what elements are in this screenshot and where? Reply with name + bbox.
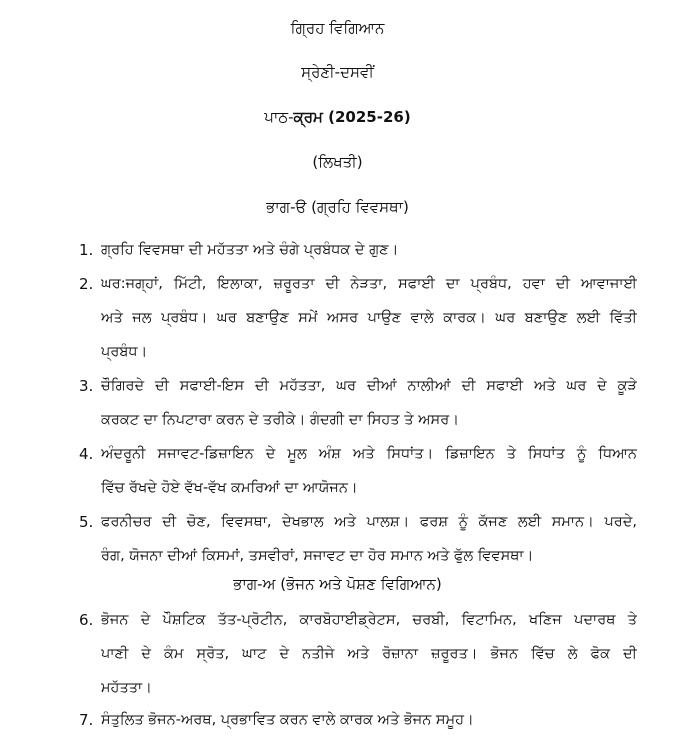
item-number: 5. bbox=[79, 513, 94, 531]
item-text-line: ਅਤੇ ਜਲ ਪ੍ਰਬੰਧ। ਘਰ ਬਣਾਉਣ ਸਮੇਂ ਅਸਰ ਪਾਉਣ ਵਾਲੇ ਕਾਰਕ। ਘਰ ਬਣਾਉਣ ਲਈ ਵਿੱਤੀ bbox=[101, 310, 637, 326]
item-number: 7. bbox=[79, 711, 94, 729]
exam-mode: (ਲਿਖਤੀ) bbox=[312, 153, 363, 171]
item-text-line: ਅੰਦਰੂਨੀ ਸਜਾਵਟ-ਡਿਜ਼ਾਇਨ ਦੇ ਮੂਲ ਅੰਸ਼ ਅਤੇ ਸਿਧਾਂਤ। ਡਿਜ਼ਾਇਨ ਤੇ ਸਿਧਾਂਤ ਨੂੰ ਧਿਆਨ bbox=[101, 446, 637, 462]
item-number: 3. bbox=[79, 377, 94, 395]
subject-title: ਗ੍ਰਿਹ ਵਿਗਿਆਨ bbox=[290, 19, 385, 37]
syllabus-prefix: ਪਾਠ- bbox=[264, 108, 294, 126]
item-text-line: ਕਰਕਟ ਦਾ ਨਿਪਟਾਰਾ ਕਰਨ ਦੇ ਤਰੀਕੇ। ਗੰਦਗੀ ਦਾ ਸਿਹਤ ਤੇ ਅਸਰ। bbox=[101, 412, 459, 428]
item-number: 6. bbox=[79, 611, 94, 629]
item-text-line: ਮਹੱਤਤਾ। bbox=[101, 680, 152, 696]
item-text-line: ਵਿੱਚ ਰੱਖਦੇ ਹੋਏ ਵੱਖ-ਵੱਖ ਕਮਰਿਆਂ ਦਾ ਆਯੋਜਨ। bbox=[101, 480, 358, 496]
class-title: ਸ੍ਰੇਣੀ-ਦਸਵੀਂ bbox=[301, 63, 374, 81]
item-number: 4. bbox=[79, 445, 94, 463]
item-number: 2. bbox=[79, 275, 94, 293]
part-a-title: ਭਾਗ-ੳ (ਗ੍ਰਹਿ ਵਿਵਸਥਾ) bbox=[266, 198, 409, 216]
syllabus-heading bbox=[0, 107, 675, 127]
item-text-line: ਸੰਤੁਲਿਤ ਭੋਜਨ-ਅਰਥ, ਪ੍ਰਭਾਵਿਤ ਕਰਨ ਵਾਲੇ ਕਾਰਕ ਅਤੇ ਭੋਜਨ ਸਮੂਹ। bbox=[101, 712, 474, 728]
item-text-line: ਪਾਣੀ ਦੇ ਕੰਮ ਸ੍ਰੋਤ, ਘਾਟ ਦੇ ਨਤੀਜੇ ਅਤੇ ਰੋਜ਼ਾਨਾ ਜ਼ਰੂਰਤ। ਭੋਜਨ ਵਿੱਚ ਲੇ ਫੋਕ ਦੀ bbox=[101, 646, 637, 662]
item-text-line: ਭੋਜਨ ਦੇ ਪੌਸ਼ਟਿਕ ਤੱਤ-ਪ੍ਰੋਟੀਨ, ਕਾਰਬੋਹਾਈਡ੍ਰੇਟਸ, ਚਰਬੀ, ਵਿਟਾਮਿਨ, ਖਣਿਜ ਪਦਾਰਥ ਤੇ bbox=[101, 612, 637, 628]
item-text-line: ਚੌਗਿਰਦੇ ਦੀ ਸਫਾਈ-ਇਸ ਦੀ ਮਹੱਤਤਾ, ਘਰ ਦੀਆਂ ਨਾਲੀਆਂ ਦੀ ਸਫਾਈ ਅਤੇ ਘਰ ਦੇ ਕੂੜੇ bbox=[101, 378, 637, 394]
syllabus-session: ਕ੍ਰਮ (2025-26) bbox=[293, 108, 411, 126]
item-text-line: ਫਰਨੀਚਰ ਦੀ ਚੋਣ, ਵਿਵਸਥਾ, ਦੇਖਭਾਲ ਅਤੇ ਪਾਲਸ਼। ਫਰਸ਼ ਨੂੰ ਕੱਜਣ ਲਈ ਸਮਾਨ। ਪਰਦੇ, bbox=[101, 514, 637, 530]
item-text-line: ਰੰਗ, ਯੋਜਨਾ ਦੀਆਂ ਕਿਸਮਾਂ, ਤਸਵੀਰਾਂ, ਸਜਾਵਟ ਦਾ ਹੋਰ ਸਮਾਨ ਅਤੇ ਫੁੱਲ ਵਿਵਸਥਾ। bbox=[101, 548, 534, 564]
item-text-line: ਘਰ:ਜਗ੍ਹਾਂ, ਮਿੱਟੀ, ਇਲਾਕਾ, ਜ਼ਰੂਰਤਾ ਦੀ ਨੇੜਤਾ, ਸਫਾਈ ਦਾ ਪ੍ਰਬੰਧ, ਹਵਾ ਦੀ ਆਵਾਜਾਈ bbox=[101, 276, 637, 292]
part-b-title: ਭਾਗ-ਅ (ਭੋਜਨ ਅਤੇ ਪੋਸ਼ਣ ਵਿਗਿਆਨ) bbox=[233, 575, 442, 593]
item-text-line: ਗ੍ਰਹਿ ਵਿਵਸਥਾ ਦੀ ਮਹੱਤਤਾ ਅਤੇ ਚੰਗੇ ਪ੍ਰਬੰਧਕ ਦੇ ਗੁਣ। bbox=[101, 242, 399, 258]
item-number: 1. bbox=[79, 241, 94, 259]
item-text-line: ਪ੍ਰਬੰਧ। bbox=[101, 344, 148, 360]
